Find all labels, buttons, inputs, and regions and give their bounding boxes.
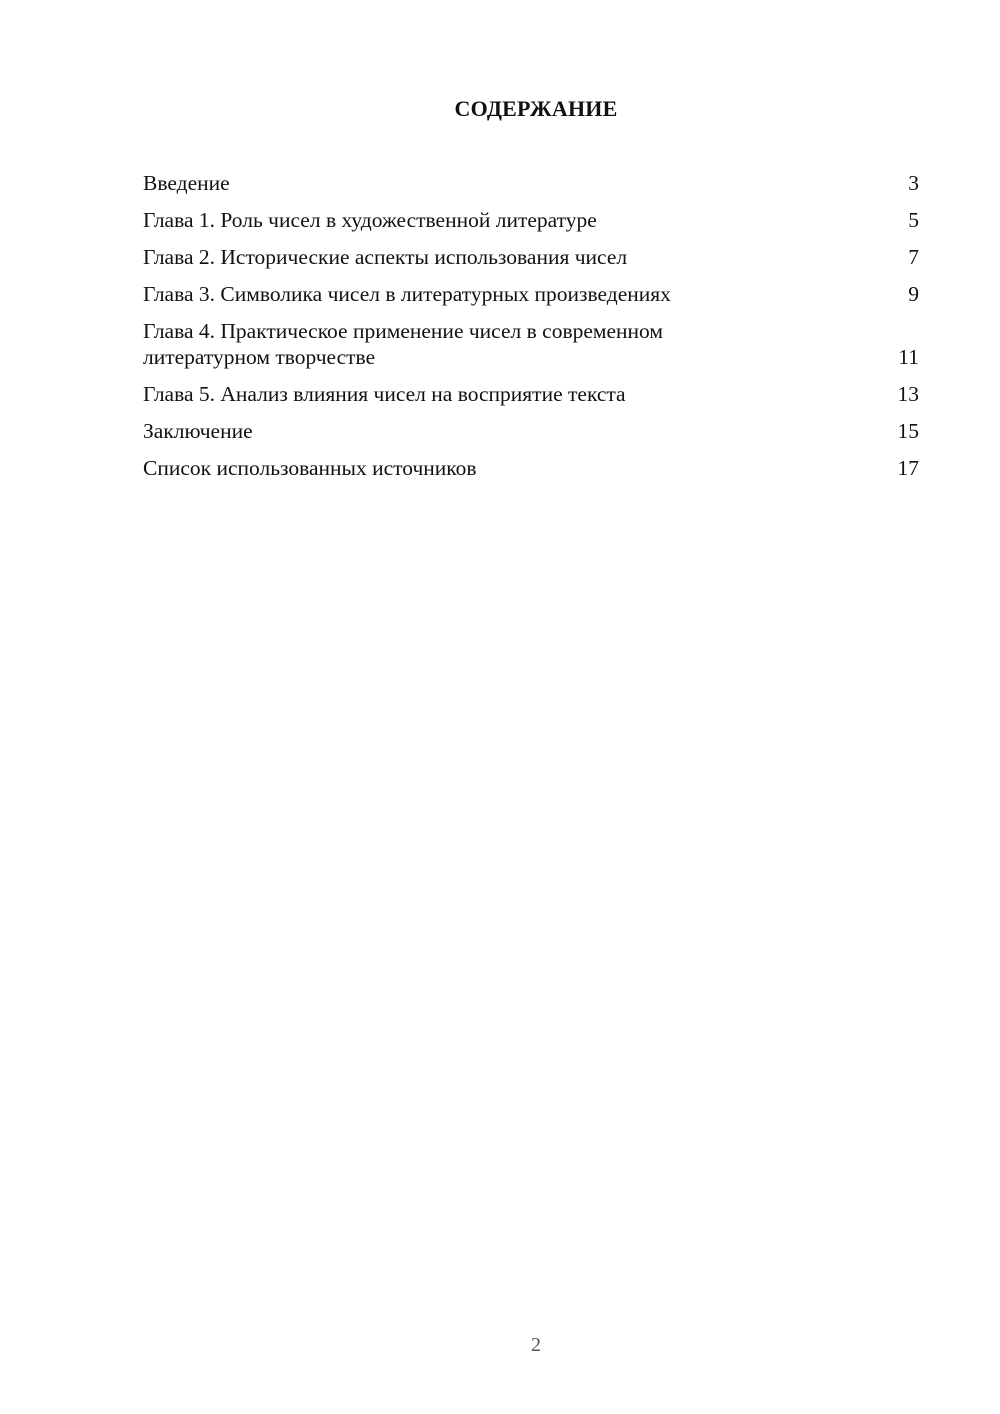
- toc-entry-page: 5: [908, 208, 919, 232]
- toc-entry-chapter-3[interactable]: [143, 281, 919, 307]
- toc-entry-page: 11: [898, 345, 919, 369]
- toc-entry-label: Введение: [143, 171, 230, 195]
- toc-entry-label: Глава 3. Символика чисел в литературных произведениях: [143, 282, 671, 306]
- toc-entry-page: 9: [908, 282, 919, 306]
- toc-entry-conclusion[interactable]: [143, 418, 919, 444]
- page-number: 2: [531, 1334, 541, 1356]
- toc-entry-page: 15: [897, 419, 919, 443]
- table-of-contents: [143, 170, 919, 492]
- toc-entry-label: Глава 1. Роль чисел в художественной литературе: [143, 208, 597, 232]
- toc-entry-page: 13: [897, 382, 919, 406]
- toc-entry-references[interactable]: [143, 455, 919, 481]
- toc-entry-label: Глава 4. Практическое применение чисел в современном литературном творчестве: [143, 319, 663, 369]
- toc-entry-label: Глава 2. Исторические аспекты использования чисел: [143, 245, 628, 269]
- toc-entry-page: 7: [908, 245, 919, 269]
- toc-entry-chapter-4[interactable]: [143, 318, 919, 370]
- toc-heading: [0, 96, 1000, 122]
- toc-heading-text: СОДЕРЖАНИЕ: [454, 96, 618, 121]
- toc-entry-chapter-2[interactable]: [143, 244, 919, 270]
- toc-entry-introduction[interactable]: [143, 170, 919, 196]
- toc-entry-page: 17: [897, 456, 919, 480]
- toc-entry-label: Глава 5. Анализ влияния чисел на восприятие текста: [143, 382, 626, 406]
- toc-entry-chapter-1[interactable]: [143, 207, 919, 233]
- toc-entry-page: 3: [908, 171, 919, 195]
- toc-entry-label: Список использованных источников: [143, 456, 477, 480]
- toc-entry-chapter-5[interactable]: [143, 381, 919, 407]
- toc-entry-label: Заключение: [143, 419, 253, 443]
